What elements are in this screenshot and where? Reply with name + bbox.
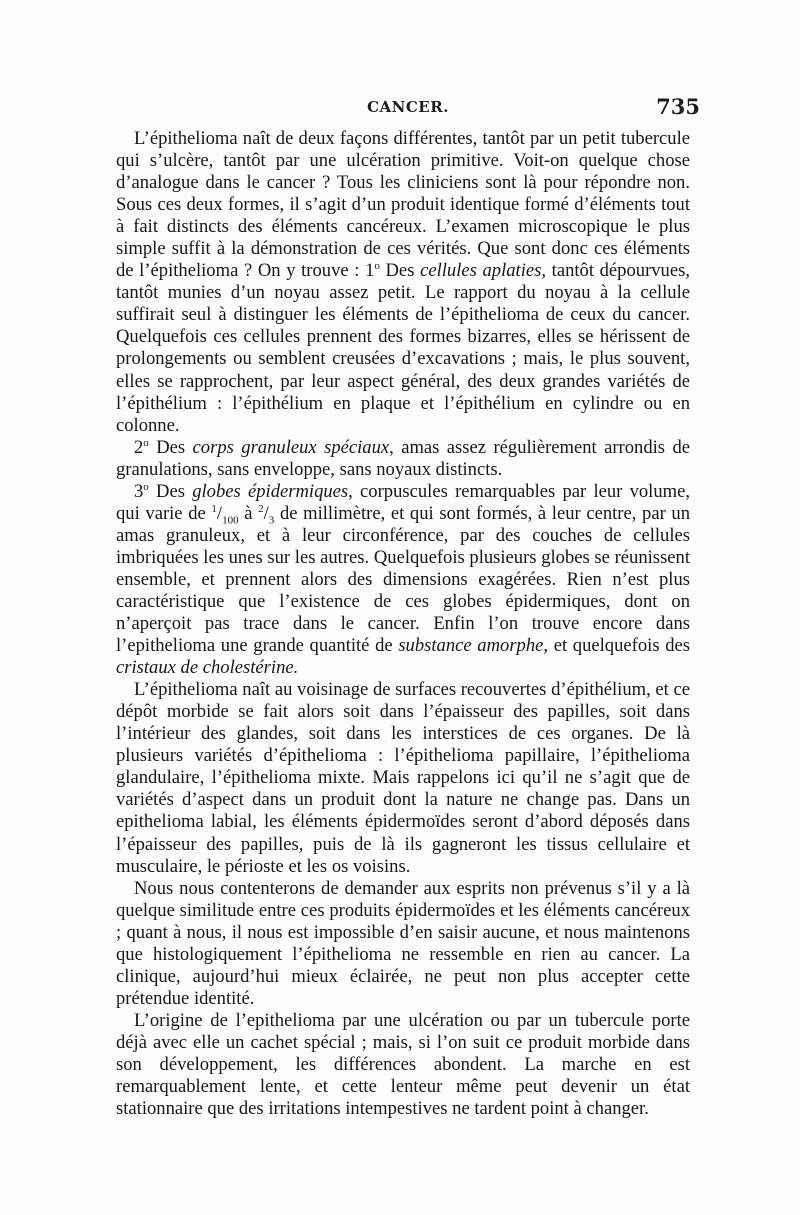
text-run: L’épithelioma naît de deux façons différentes, tantôt par un petit tubercule qui s’ulcère, tantôt par une ulcération primitive. Voit-on quelque chose d’analogue dans le cancer ? Tous les cliniciens sont là pour répondre non. Sous ces deux formes, il s’agit d’un produit identique formé d’éléments tout à fait distincts des éléments cancéreux. L’examen microscopique le plus simple suffit à la démonstration de ces vérités. Que sont donc ces éléments de l’épithelioma ? On y trouve : 1 [116, 128, 690, 282]
superscript: 2 [258, 502, 264, 515]
subscript: 100 [222, 514, 239, 527]
text-run: 3 [134, 480, 144, 502]
text-run: L’origine de l’epithelioma par une ulcération ou par un tubercule porte déjà avec elle un cachet spécial ; mais, si l’on suit ce produit morbide dans son développement, les différences abondent. La marche en est remarquablement lente, et cette lenteur même peut devenir un état stationnaire que des irritations intempestives ne tardent point à changer. [116, 1009, 690, 1120]
text-run: amas assez régulièrement arrondis de granulations, sans enveloppe, sans noyaux distincts. [116, 436, 690, 480]
text-run: Des [379, 260, 421, 282]
text-run: Des [148, 436, 193, 458]
body-text [116, 128, 690, 1120]
superscript: o [143, 480, 149, 493]
running-header [116, 94, 700, 126]
italic-term: globes épidermiques [192, 480, 349, 502]
italic-term: cellules aplaties, [420, 260, 547, 282]
text-run: , corpuscules remarquables par leur volume, qui varie de [116, 480, 691, 524]
text-run: tantôt dépourvues, tantôt munies d’un noyau assez petit. Le rapport du noyau à la cellule suffirait seul à distinguer les éléments de l’épithelioma de ceux du cancer. Quelquefois ces cellules prennent des formes bizarres, elles se hérissent de prolongements ou semblent creusées d’excavations ; mais, le plus souvent, elles se rapprochent, par leur aspect général, des deux grandes variétés de l’épithélium : l’épithélium en plaque et l’épithélium en cylindre ou en colonne. [116, 260, 690, 436]
paragraph-6 [116, 1010, 690, 1120]
text-run: 2 [134, 436, 144, 458]
text-run: L’épithelioma naît au voisinage de surfaces recouvertes d’épithélium, et ce dépôt morbide se fait alors soit dans l’épaisseur des papilles, soit dans l’intérieur des glandes, soit dans les interstices de ces organes. De là plusieurs variétés d’épithelioma : l’épithelioma papillaire, l’épithelioma glandulaire, l’épithelioma mixte. Mais rappelons ici qu’il ne s’agit que de variétés d’aspect dans un produit dont la nature ne change pas. Dans un epithelioma labial, les éléments épidermoïdes seront d’abord déposés dans l’épaisseur des papilles, puis de là ils gagneront les tissus cellulaire et musculaire, le périoste et les os voisins. [116, 679, 690, 877]
text-run: de millimètre, et qui sont formés, à leur centre, par un amas granuleux, et à leur circonférence, par des couches de cellules imbriquées les unes sur les autres. Quelquefois plusieurs globes se réunissent ensemble, et prennent alors des dimensions exagérées. Rien n’est plus caractéristique que l’existence de ces globes épidermiques, dont on n’aperçoit pas trace dans le cancer. Enfin l’on trouve encore dans l’epithelioma une grande quantité de [116, 502, 691, 657]
italic-term: corps granuleux spéciaux, [192, 436, 394, 458]
text-run: Des [148, 480, 193, 502]
superscript: 1 [211, 502, 217, 515]
paragraph-2 [116, 437, 690, 481]
superscript: o [374, 260, 380, 273]
italic-term: substance amorphe, [398, 635, 549, 657]
subscript: 3 [268, 514, 275, 527]
text-run: Nous nous contenterons de demander aux esprits non prévenus s’il y a là quelque similitude entre ces produits épidermoïdes et les éléments cancéreux ; quant à nous, il nous est impossible d’en saisir aucune, et nous maintenons que histologiquement l’épithelioma ne ressemble en rien au cancer. La clinique, aujourd’hui mieux éclairée, ne peut non plus accepter cette prétendue identité. [116, 877, 690, 1009]
italic-term: cristaux de cholestérine. [116, 657, 299, 679]
text-run: / [216, 502, 223, 524]
paragraph-1 [116, 128, 690, 437]
running-title: CANCER. [367, 98, 449, 116]
paragraph-4 [116, 679, 690, 877]
paragraph-3 [116, 481, 690, 679]
text-run: à [238, 502, 259, 524]
superscript: o [143, 436, 149, 449]
page-number: 735 [656, 94, 700, 119]
text-run: / [263, 502, 269, 524]
paragraph-5 [116, 878, 690, 1010]
text-run: et quelquefois des [548, 635, 690, 657]
